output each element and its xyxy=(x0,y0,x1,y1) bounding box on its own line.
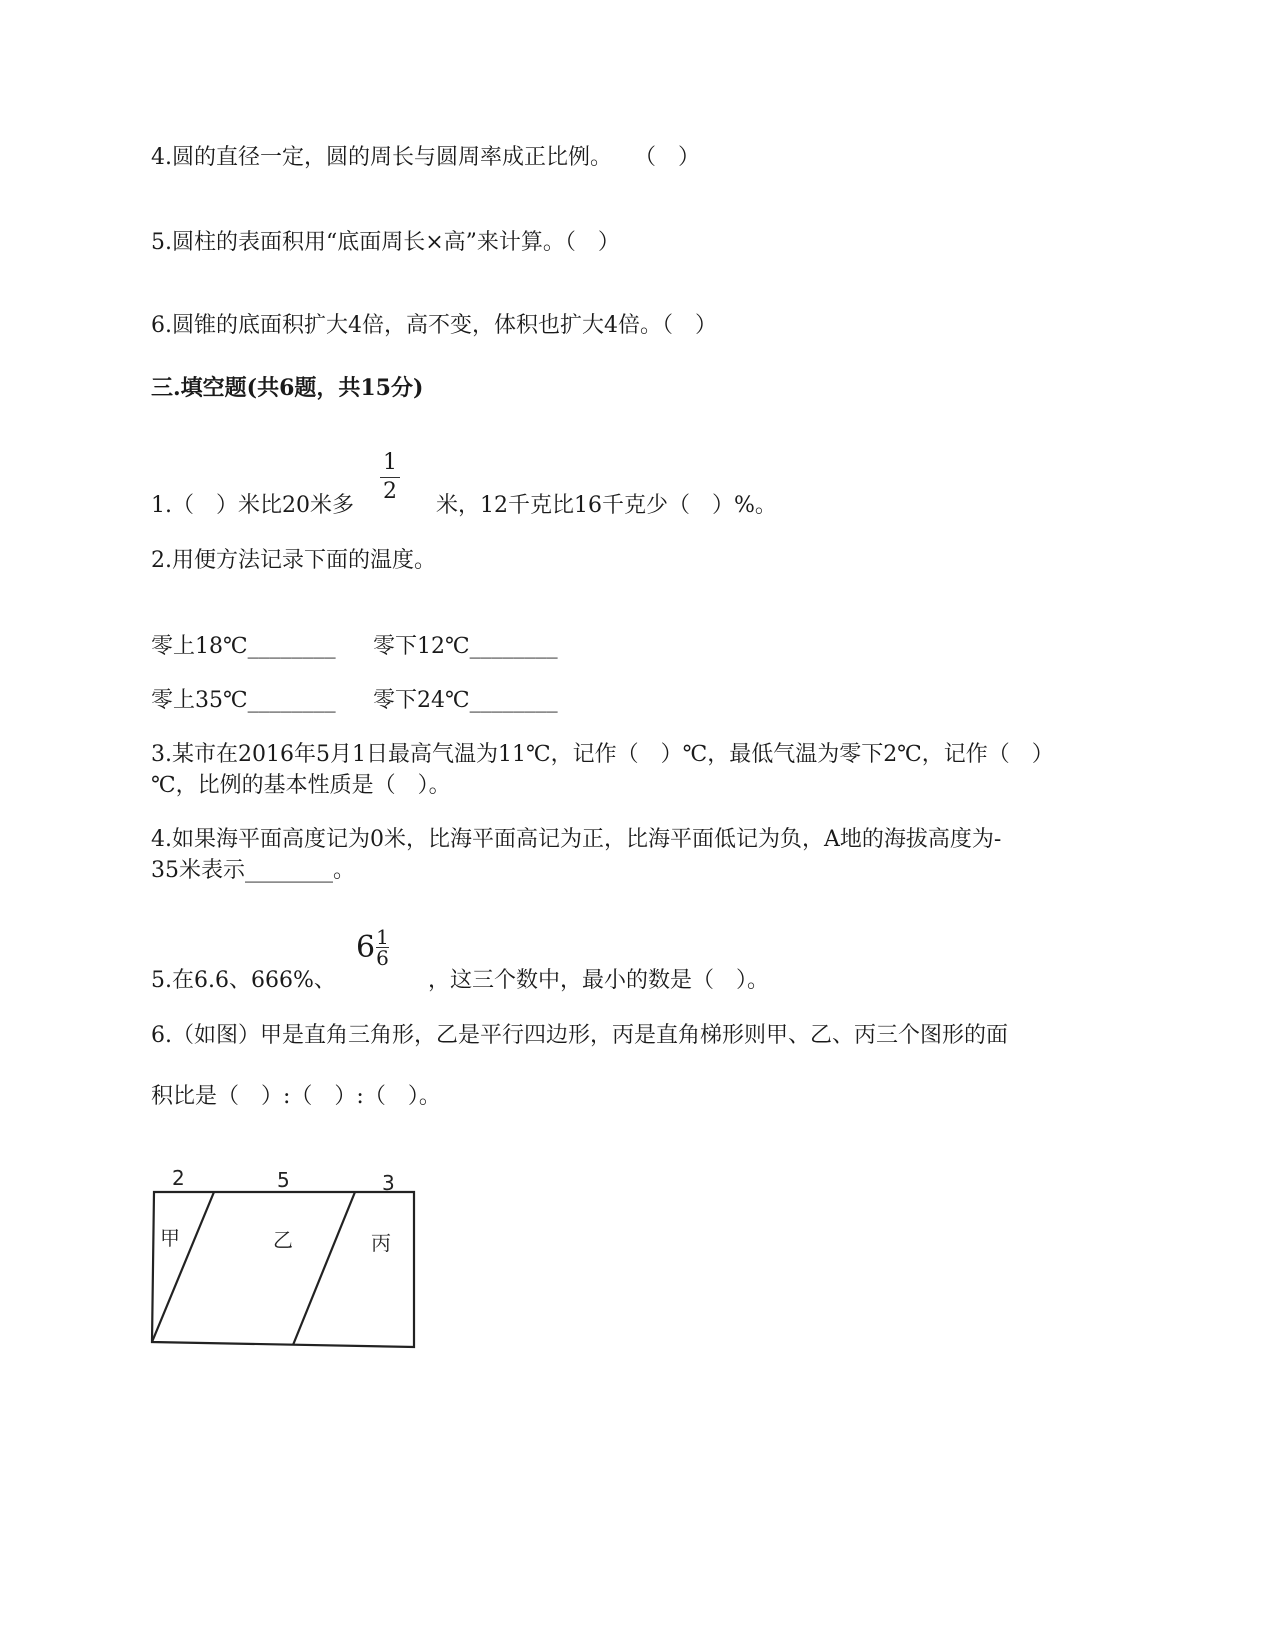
fill-question-6-line-1: 6.（如图）甲是直角三角形，乙是平行四边形，丙是直角梯形则甲、乙、丙三个图形的面 xyxy=(151,1023,1008,1048)
fill-question-5-before: 5.在6.6、666%、 xyxy=(151,968,336,993)
outer-rectangle xyxy=(152,1192,414,1347)
region-label-jia: 甲 xyxy=(160,1226,180,1250)
fraction-denominator: 2 xyxy=(383,479,397,504)
temperature-above-18: 零上18℃________ xyxy=(151,634,336,659)
fraction-denominator: 6 xyxy=(376,946,389,970)
top-label-3: 3 xyxy=(382,1171,395,1195)
region-label-yi: 乙 xyxy=(273,1228,293,1252)
temperature-below-24: 零下24℃________ xyxy=(373,688,558,713)
section-heading-fill-in: 三.填空题(共6题，共15分) xyxy=(151,375,424,401)
fill-question-4-line-2: 35米表示________。 xyxy=(151,858,355,883)
fill-question-5-after: ，这三个数中，最小的数是（ ）。 xyxy=(428,968,770,993)
temperature-above-35: 零上35℃________ xyxy=(151,688,336,713)
judge-question-6: 6.圆锥的底面积扩大4倍，高不变，体积也扩大4倍。（ ） xyxy=(151,313,717,338)
fill-question-1-after: 米，12千克比16千克少（ ）%。 xyxy=(436,493,777,518)
fill-question-1-before: 1.（ ）米比20米多 xyxy=(151,493,354,518)
area-ratio-figure xyxy=(140,1165,440,1365)
region-label-bing: 丙 xyxy=(371,1231,391,1255)
fraction-numerator: 1 xyxy=(376,925,389,949)
fill-question-6-line-2: 积比是（ ）:（ ）:（ ）。 xyxy=(151,1084,441,1109)
mixed-number-whole: 6 xyxy=(356,929,376,965)
top-label-5: 5 xyxy=(277,1168,290,1192)
fill-question-3-line-2: ℃，比例的基本性质是（ ）。 xyxy=(151,773,451,798)
fill-question-3-line-1: 3.某市在2016年5月1日最高气温为11℃，记作（ ）℃，最低气温为零下2℃，记作（ ） xyxy=(151,742,1054,767)
judge-question-4: 4.圆的直径一定，圆的周长与圆周率成正比例。 （ ） xyxy=(151,145,700,170)
top-label-2: 2 xyxy=(172,1166,185,1190)
judge-question-5: 5.圆柱的表面积用“底面周长×高”来计算。（ ） xyxy=(151,230,620,255)
fraction-one-half xyxy=(380,450,400,505)
temperature-below-12: 零下12℃________ xyxy=(373,634,558,659)
fill-question-4-line-1: 4.如果海平面高度记为0米，比海平面高记为正，比海平面低记为负，A地的海拔高度为- xyxy=(151,827,1002,852)
mixed-number-fraction xyxy=(376,927,389,968)
fill-question-2-title: 2.用便方法记录下面的温度。 xyxy=(151,548,436,573)
fraction-numerator: 1 xyxy=(383,450,397,475)
divider-right xyxy=(293,1192,355,1345)
divider-left xyxy=(152,1192,214,1342)
mixed-number-six-and-one-sixth xyxy=(356,927,389,968)
fraction-bar xyxy=(380,477,400,478)
